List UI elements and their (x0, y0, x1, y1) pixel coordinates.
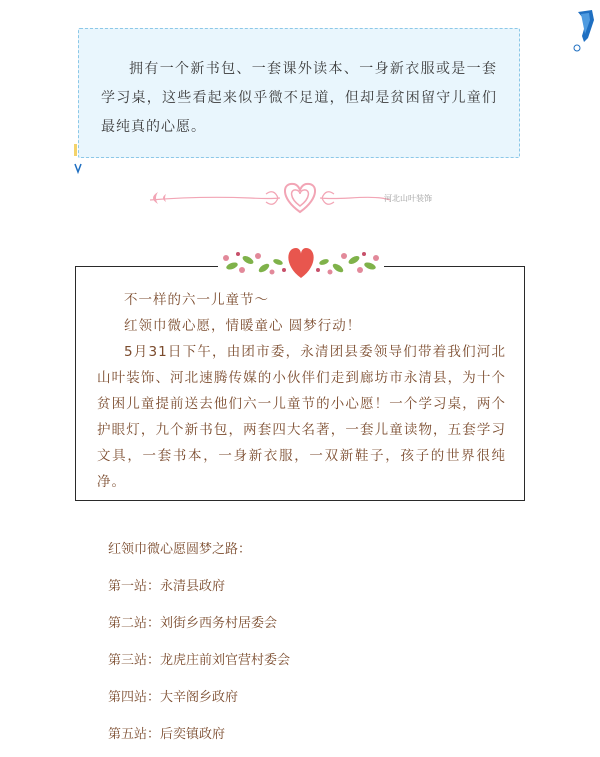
watermark-text: 河北山叶装饰 (384, 194, 432, 203)
route-list (108, 540, 290, 745)
story-slogan: 红领巾微心愿，情暖童心 圆梦行动！ (124, 318, 362, 334)
intro-box (78, 28, 520, 158)
route-title: 红领巾微心愿圆梦之路： (108, 542, 252, 557)
intro-text: 拥有一个新书包、一套课外读本、一身新衣服或是一套学习桌，这些看起来似乎微不足道，但却是贫困留守儿童们最纯真的心愿。 (101, 61, 497, 135)
story-heading: 不一样的六一儿童节～ (124, 292, 269, 308)
route-station-2: 第二站：刘街乡西务村居委会 (108, 616, 278, 631)
paperclip-icon (73, 142, 83, 176)
route-station-3: 第三站：龙虎庄前刘官营村委会 (108, 653, 291, 668)
pushpin-icon (572, 8, 598, 56)
route-station-4: 第四站：大辛阁乡政府 (108, 690, 239, 705)
route-station-5: 第五站：后奕镇政府 (108, 727, 226, 742)
story-body: 5月31日下午，由团市委，永清团县委领导们带着我们河北山叶装饰、河北速腾传媒的小伙伴们走到廊坊市永清县，为十个贫困儿童提前送去他们六一儿童节的小心愿！一个学习桌，两个护眼灯，九个新书包，两套四大名著，一套儿童读物，五套学习文具，一套书本，一身新衣服，一双新鞋子，孩子的世界很纯净。 (97, 344, 506, 490)
route-station-1: 第一站：永清县政府 (108, 579, 226, 594)
story-frame (75, 266, 525, 501)
floral-heart-icon (218, 238, 384, 284)
